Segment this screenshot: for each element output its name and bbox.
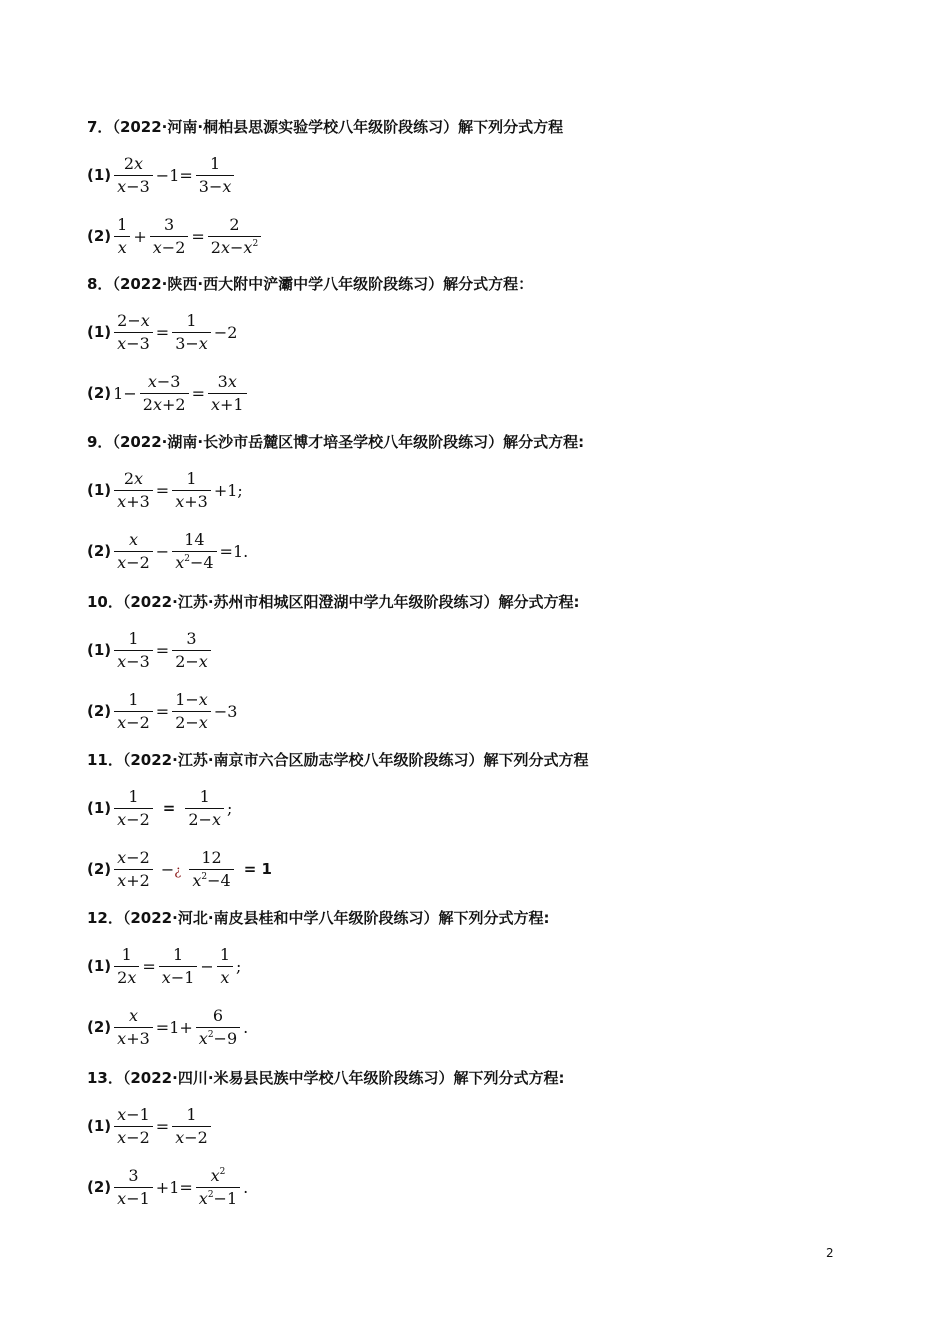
sub-equation-2: (2) $\frac{x}{x-2}$ − $\frac{14}{x^2-4}$ =1. [87,529,249,572]
problem-title: 10．（2022·江苏·苏州市相城区阳澄湖中学九年级阶段练习）解分式方程: [87,593,580,611]
sub-equation-2: (2) $\frac{1}{x}$ + $\frac{3}{x-2}$ = $\frac{2}{2x-x^2}$ [87,212,263,260]
sub-equation-1: (1) $\frac{1}{x-3}$ = $\frac{3}{2-x}$ [87,626,213,674]
problem-11 [87,750,887,890]
problem-10 [87,592,887,732]
sub-equation-1: (1) $\frac{1}{2x}$ = $\frac{1}{x-1}$ − $\frac{1}{x}$ ; [87,944,242,987]
sub-equation-2: (2) $\frac{3}{x-1}$ +1= $\frac{x^2}{x^2-1}$ . [87,1165,249,1208]
problem-title: 7．（2022·河南·桐柏县思源实验学校八年级阶段练习）解下列分式方程 [87,118,564,136]
sub-equation-1: (1) $\frac{2x}{x-3}$ −1= $\frac{1}{3-x}$ [87,151,236,199]
problem-title: 8．（2022·陕西·西大附中浐灞中学八年级阶段练习）解分式方程： [87,275,534,293]
sub-equation-2: (2) $\frac{x-2}{x+2}$ −¿ $\frac{12}{x^2-4}$ = 1 [87,847,272,890]
problem-7 [87,117,887,257]
sub-equation-2: (2) $\frac{x}{x+3}$ =1+ $\frac{6}{x^2-9}$ . [87,1005,249,1048]
problem-title: 9．（2022·湖南·长沙市岳麓区博才培圣学校八年级阶段练习）解分式方程: [87,433,585,451]
problem-title: 12．（2022·河北·南皮县桂和中学八年级阶段练习）解下列分式方程: [87,909,550,927]
sub-equation-1: (1) $\frac{x-1}{x-2}$ = $\frac{1}{x-2}$ [87,1102,213,1150]
sub-equation-2: (2) $\frac{1}{x-2}$ = $\frac{1-x}{2-x}$ −3 [87,689,238,732]
sub-equation-1: (1) $\frac{1}{x-2}$ = $\frac{1}{2-x}$ ; [87,786,233,829]
problem-13 [87,1068,887,1208]
problem-title: 13．（2022·四川·米易县民族中学校八年级阶段练习）解下列分式方程: [87,1069,565,1087]
problem-8 [87,274,887,414]
sub-equation-1: (1) $\frac{2x}{x+3}$ = $\frac{1}{x+3}$ +1; [87,468,243,511]
page-number: 2 [826,1246,834,1260]
problem-9 [87,432,887,572]
sub-equation-1: (1) $\frac{2-x}{x-3}$ = $\frac{1}{3-x}$ −2 [87,310,238,353]
problem-12 [87,908,887,1048]
problem-title: 11．（2022·江苏·南京市六合区励志学校八年级阶段练习）解下列分式方程 [87,751,589,769]
sub-equation-2: (2) 1− $\frac{x-3}{2x+2}$ = $\frac{3x}{x+1}$ [87,369,249,417]
